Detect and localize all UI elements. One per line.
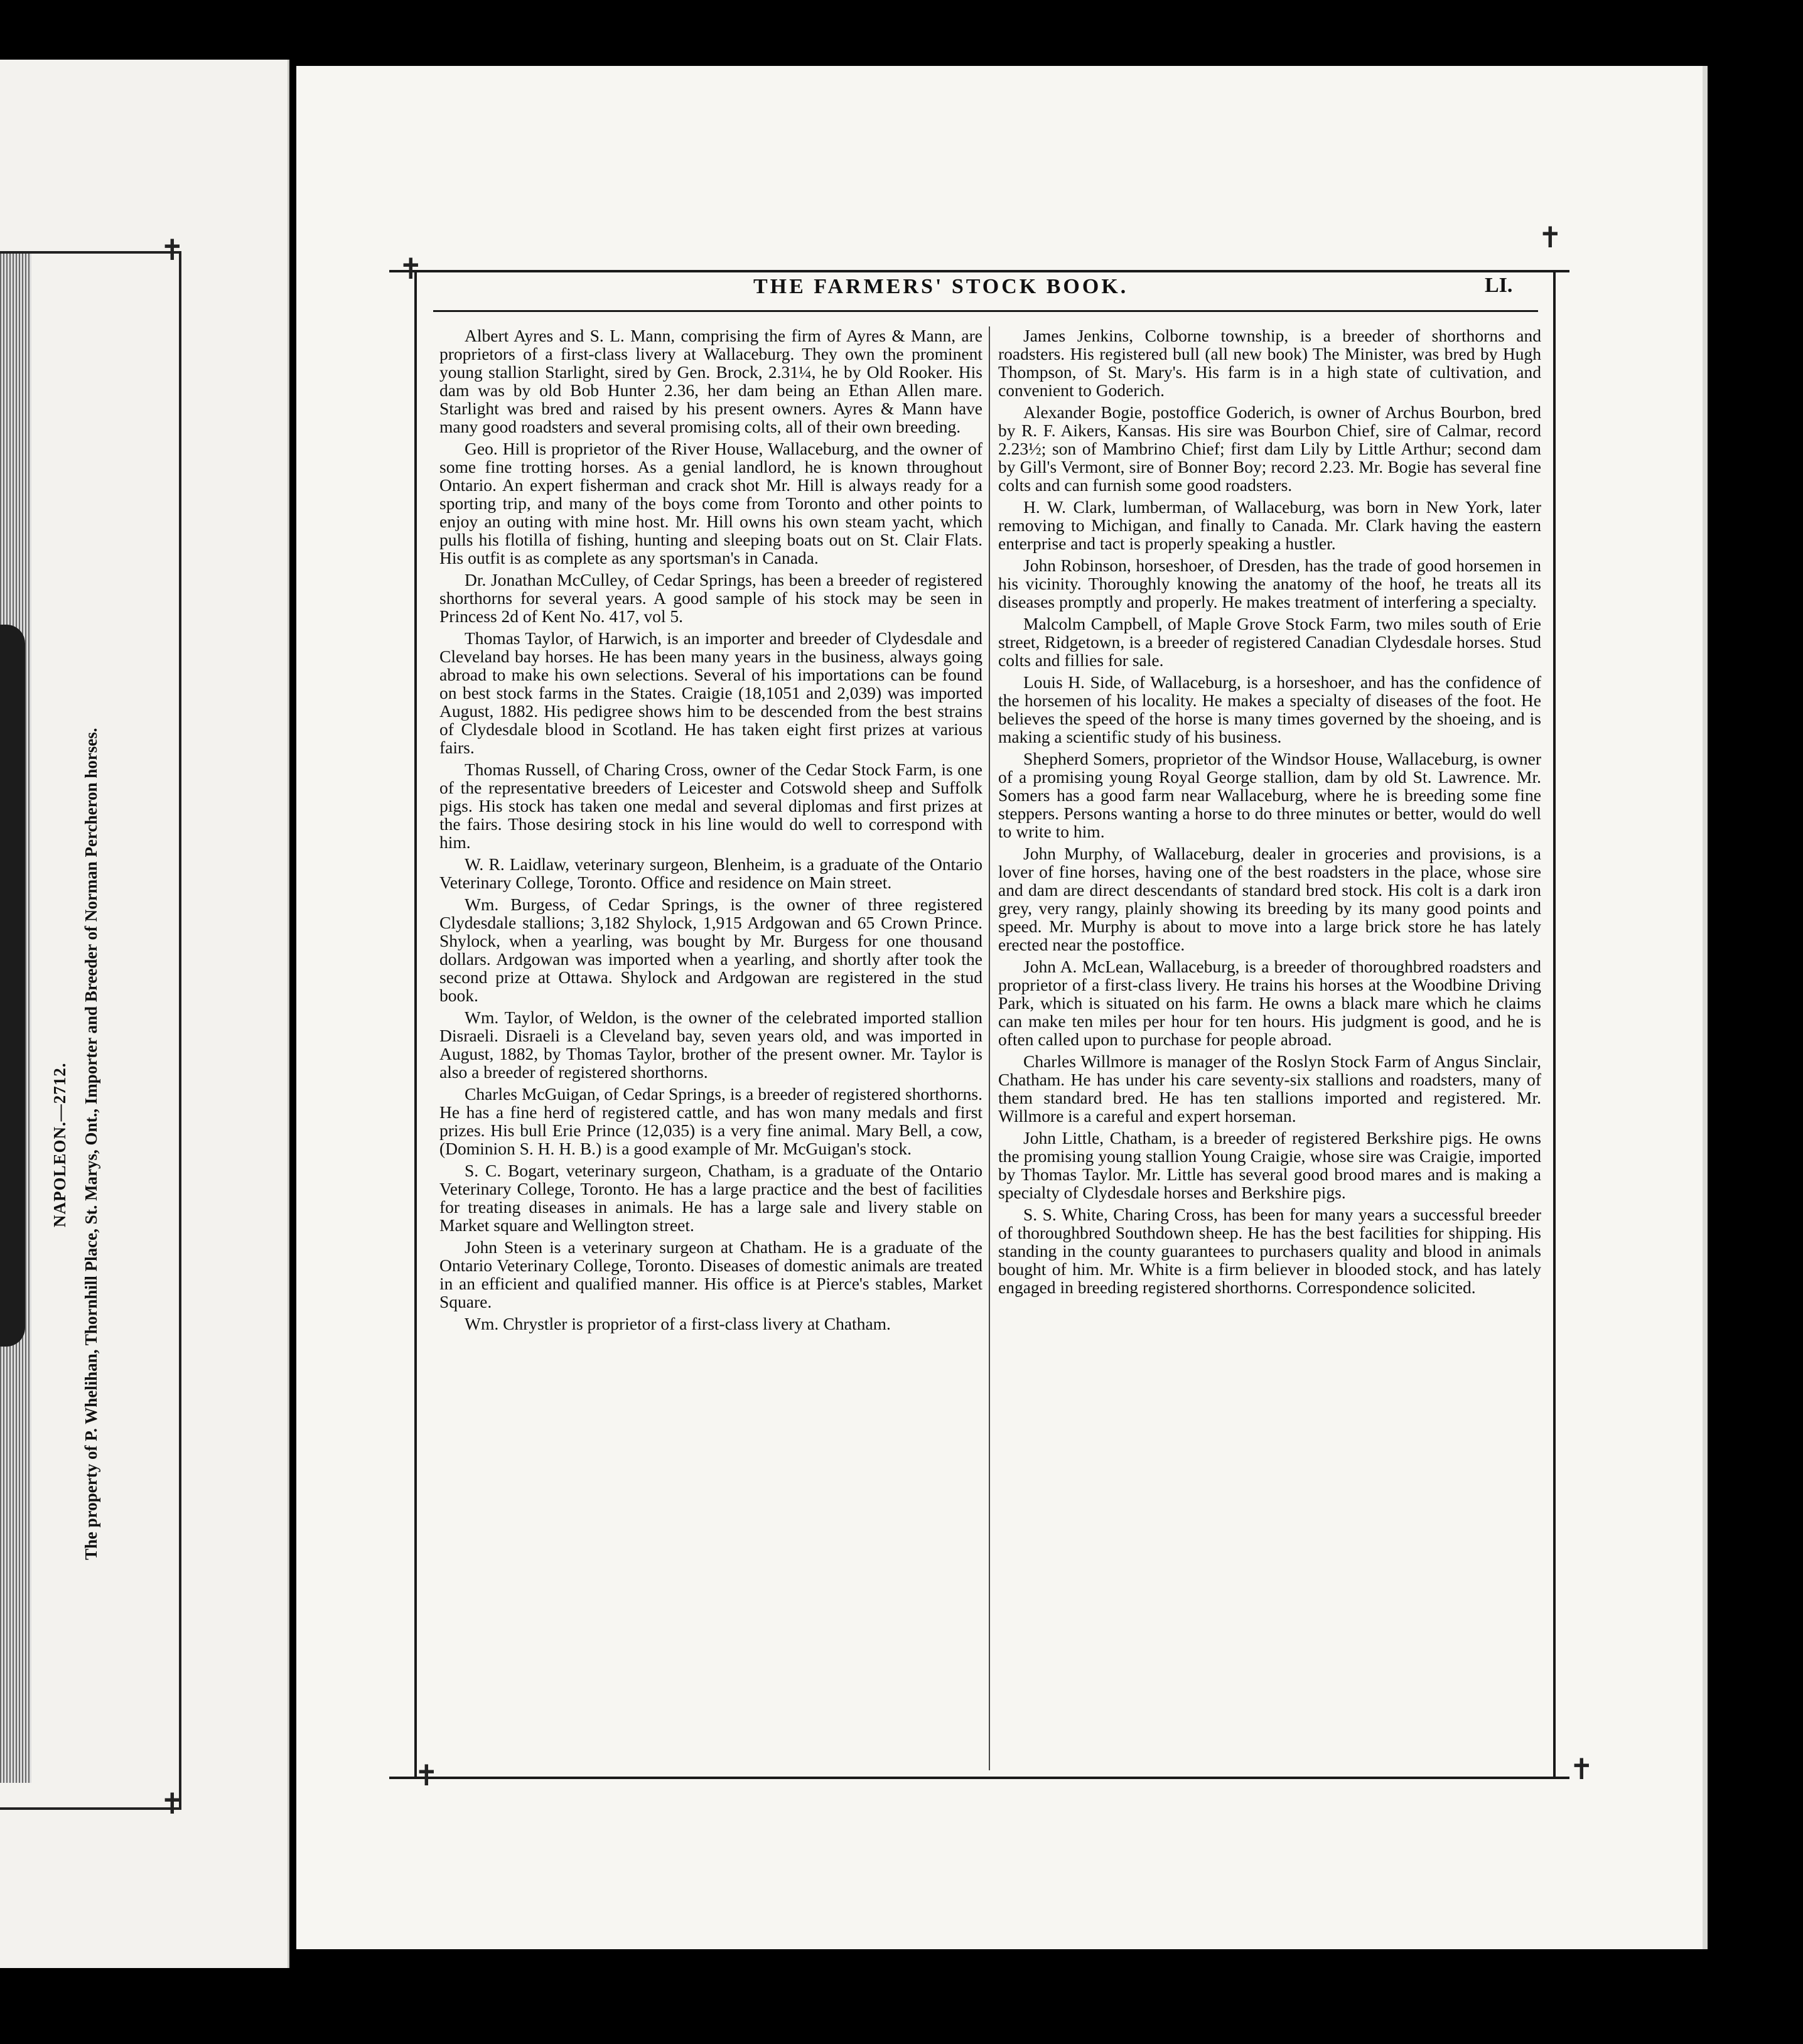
left-column <box>439 326 982 1337</box>
entry-paragraph: S. S. White, Charing Cross, has been for many years a successful breeder of thoroughbred Southdown sheep. He has the best facilities for shipping. His standing in the county guarantees to purchasers quality and blood in animals bought of him. Mr. White is a firm believer in blooded stock, and has lately engaged in breeding registered shorthorns. Correspondence solicited. <box>998 1205 1541 1297</box>
entry-paragraph: Charles Willmore is manager of the Roslyn Stock Farm of Angus Sinclair, Chatham. He has under his care seventy-six stallions and roadsters, many of them standard bred. He has ten stallions imported and registered. Mr. Willmore is a careful and expert horseman. <box>998 1052 1541 1126</box>
entry-paragraph: John Robinson, horseshoer, of Dresden, has the trade of good horsemen in his vicinity. Thoroughly knowing the anatomy of the hoof, he treats all its diseases promptly and properly. He makes treatment of interfering a specialty. <box>998 556 1541 611</box>
entry-paragraph: H. W. Clark, lumberman, of Wallaceburg, was born in New York, later removing to Michigan, and finally to Canada. Mr. Clark having the eastern enterprise and tact is properly speaking a hustler. <box>998 497 1541 553</box>
entry-paragraph: James Jenkins, Colborne township, is a breeder of shorthorns and roadsters. His registered bull (all new book) The Minister, was bred by Hugh Thompson, of St. Mary's. His farm is in a high state of cultivation, and convenient to Goderich. <box>998 326 1541 400</box>
scan-edge <box>1708 60 1803 2044</box>
cross-ornament-icon: ✝ <box>1538 220 1563 254</box>
cross-ornament-icon: ✝ <box>160 233 185 267</box>
plate-caption-title: NAPOLEON.—2712. <box>50 1062 69 1227</box>
entry-paragraph: Dr. Jonathan McCulley, of Cedar Springs, has been a breeder of registered shorthorns for several years. A good sample of his stock may be seen in Princess 2d of Kent No. 417, vol 5. <box>439 570 982 626</box>
entry-paragraph: Shepherd Somers, proprietor of the Windsor House, Wallaceburg, is owner of a promising young Royal George stallion, dam by old St. Lawrence. Mr. Somers has a good farm near Wallaceburg, where he is breeding some fine steppers. Persons wanting a horse to do three minutes or better, would do well to write to him. <box>998 749 1541 841</box>
entry-paragraph: Louis H. Side, of Wallaceburg, is a horseshoer, and has the confidence of the horsemen of his locality. He makes a specialty of diseases of the foot. He believes the speed of the horse is many times governed by the shoeing, and is making a scientific study of his business. <box>998 672 1541 746</box>
entry-paragraph: Alexander Bogie, postoffice Goderich, is owner of Archus Bourbon, bred by R. F. Aikers, Kansas. His sire was Bourbon Chief, sire of Calmar, record 2.23½; son of Mambrino Chief; first dam Lily by Little Arthur; second dam by Gill's Vermont, sire of Bonner Boy; record 2.23. Mr. Bogie has several fine colts and can furnish some good roadsters. <box>998 402 1541 495</box>
entry-paragraph: Geo. Hill is proprietor of the River House, Wallaceburg, and the owner of some fine trotting horses. As a genial landlord, he is known throughout Ontario. An expert fisherman and crack shot Mr. Hill is always ready for a sporting trip, and many of the boys come from Toronto and other points to enjoy an outing with mine host. Mr. Hill owns his own steam yacht, which pulls his flotilla of fishing, hunting and sleeping boats out on St. Clair Flats. His outfit is as complete as any sportsman's in Canada. <box>439 439 982 567</box>
frame-bottom-rule <box>389 1777 1569 1779</box>
plate-caption-subtitle: The property of P. Whelihan, Thornhill Place, St. Marys, Ont., Importer and Breeder of Norman Percheron horses. <box>82 728 100 1560</box>
column-separator <box>989 326 990 1770</box>
entry-paragraph: S. C. Bogart, veterinary surgeon, Chatham, is a graduate of the Ontario Veterinary College, Toronto. He has a large practice and the best of facilities for treating diseases in animals. He has a large sale and livery stable on Market square and Wellington street. <box>439 1161 982 1235</box>
entry-paragraph: Wm. Burgess, of Cedar Springs, is the owner of three registered Clydesdale stallions; 3,182 Shylock, 1,915 Ardgowan and 65 Crown Prince. Shylock, when a yearling, was bought by Mr. Burgess for one thousand dollars. Ardgowan was imported when a yearling, and shortly after took the second prize at Ottawa. Shylock and Ardgowan are registered in the stud book. <box>439 895 982 1005</box>
cross-ornament-icon: ✝ <box>414 1758 439 1792</box>
header-rule <box>433 310 1538 312</box>
cross-ornament-icon: ✝ <box>160 1787 185 1821</box>
entry-paragraph: John A. McLean, Wallaceburg, is a breeder of thoroughbred roadsters and proprietor of a first-class livery. He trains his horses at the Woodbine Driving Park, which is situated on his farm. He owns a black mare which he claims can make ten miles per hour for ten hours. His judgment is good, and he is often called upon to purchase for people abroad. <box>998 957 1541 1049</box>
page-number: LI. <box>1485 274 1513 297</box>
entry-paragraph: Charles McGuigan, of Cedar Springs, is a breeder of registered shorthorns. He has a fine herd of registered cattle, and has won many medals and first prizes. His bull Erie Prince (12,035) is a very fine animal. Mary Bell, a cow, (Dominion S. H. H. B.) is a good example of Mr. McGuigan's stock. <box>439 1084 982 1158</box>
entry-paragraph: Wm. Chrystler is proprietor of a first-class livery at Chatham. <box>465 1314 891 1333</box>
entry-paragraph: Thomas Russell, of Charing Cross, owner of the Cedar Stock Farm, is one of the representative breeders of Leicester and Cotswold sheep and Suffolk pigs. His stock has taken one medal and several diplomas and first prizes at the fairs. Those desiring stock in his line would do well to correspond with him. <box>439 760 982 852</box>
entry-paragraph: Albert Ayres and S. L. Mann, comprising the firm of Ayres & Mann, are proprietors of a first-class livery at Wallaceburg. They own the prominent young stallion Starlight, sired by Gen. Brock, 2.31¼, he by Old Rooker. His dam was by old Bob Hunter 2.36, her dam being an Ethan Allen mare. Starlight was bred and raised by his present owners. Ayres & Mann have many good roadsters and several promising colts, all of their own breeding. <box>439 326 982 436</box>
facing-page <box>0 60 289 1968</box>
entry-paragraph: W. R. Laidlaw, veterinary surgeon, Blenheim, is a graduate of the Ontario Veterinary College, Toronto. Office and residence on Main street. <box>439 854 982 892</box>
entry-paragraph: John Steen is a veterinary surgeon at Chatham. He is a graduate of the Ontario Veterinary College, Toronto. Diseases of domestic animals are treated in an efficient and qualified manner. His office is at Pierce's stables, Market Square. <box>439 1237 982 1311</box>
frame-top-rule <box>389 270 1569 272</box>
entry-paragraph: Malcolm Campbell, of Maple Grove Stock Farm, two miles south of Erie street, Ridgetown, is a breeder of registered Canadian Clydesdale horses. Stud colts and fillies for sale. <box>998 614 1541 670</box>
running-head: THE FARMERS' STOCK BOOK. <box>753 275 1129 298</box>
entry-paragraph: John Murphy, of Wallaceburg, dealer in groceries and provisions, is a lover of fine horses, having one of the best roadsters in the place, whose sire and dam are direct descendants of standard bred stock. His colt is a dark iron grey, very rangy, plainly showing its breeding by its many good points and speed. Mr. Murphy is about to move into a large brick store he has lately erected near the postoffice. <box>998 844 1541 954</box>
right-column <box>998 326 1541 1300</box>
cross-ornament-icon: ✝ <box>1569 1752 1594 1786</box>
entry-paragraph: Thomas Taylor, of Harwich, is an importer and breeder of Clydesdale and Cleveland bay horses. He has been many years in the business, always going abroad to make his own selections. Several of his importations can be found on best stock farms in the States. Craigie (18,1051 and 2,039) was imported August, 1882. His pedigree shows him to be descended from the best strains of Clydesdale blood in Scotland. He has taken eight first prizes at various fairs. <box>439 628 982 757</box>
entry-paragraph: John Little, Chatham, is a breeder of registered Berkshire pigs. He owns the promising young stallion Young Craigie, whose sire was Craigie, imported by Thomas Taylor. Mr. Little has several good brood mares and is making a specialty of Clydesdale horses and Berkshire pigs. <box>998 1128 1541 1202</box>
entry-paragraph: Wm. Taylor, of Weldon, is the owner of the celebrated imported stallion Disraeli. Disraeli is a Cleveland bay, seven years old, and was imported in August, 1882, by Thomas Taylor, brother of the present owner. Mr. Taylor is also a breeder of registered shorthorns. <box>439 1008 982 1082</box>
cross-ornament-icon: ✝ <box>399 252 423 286</box>
